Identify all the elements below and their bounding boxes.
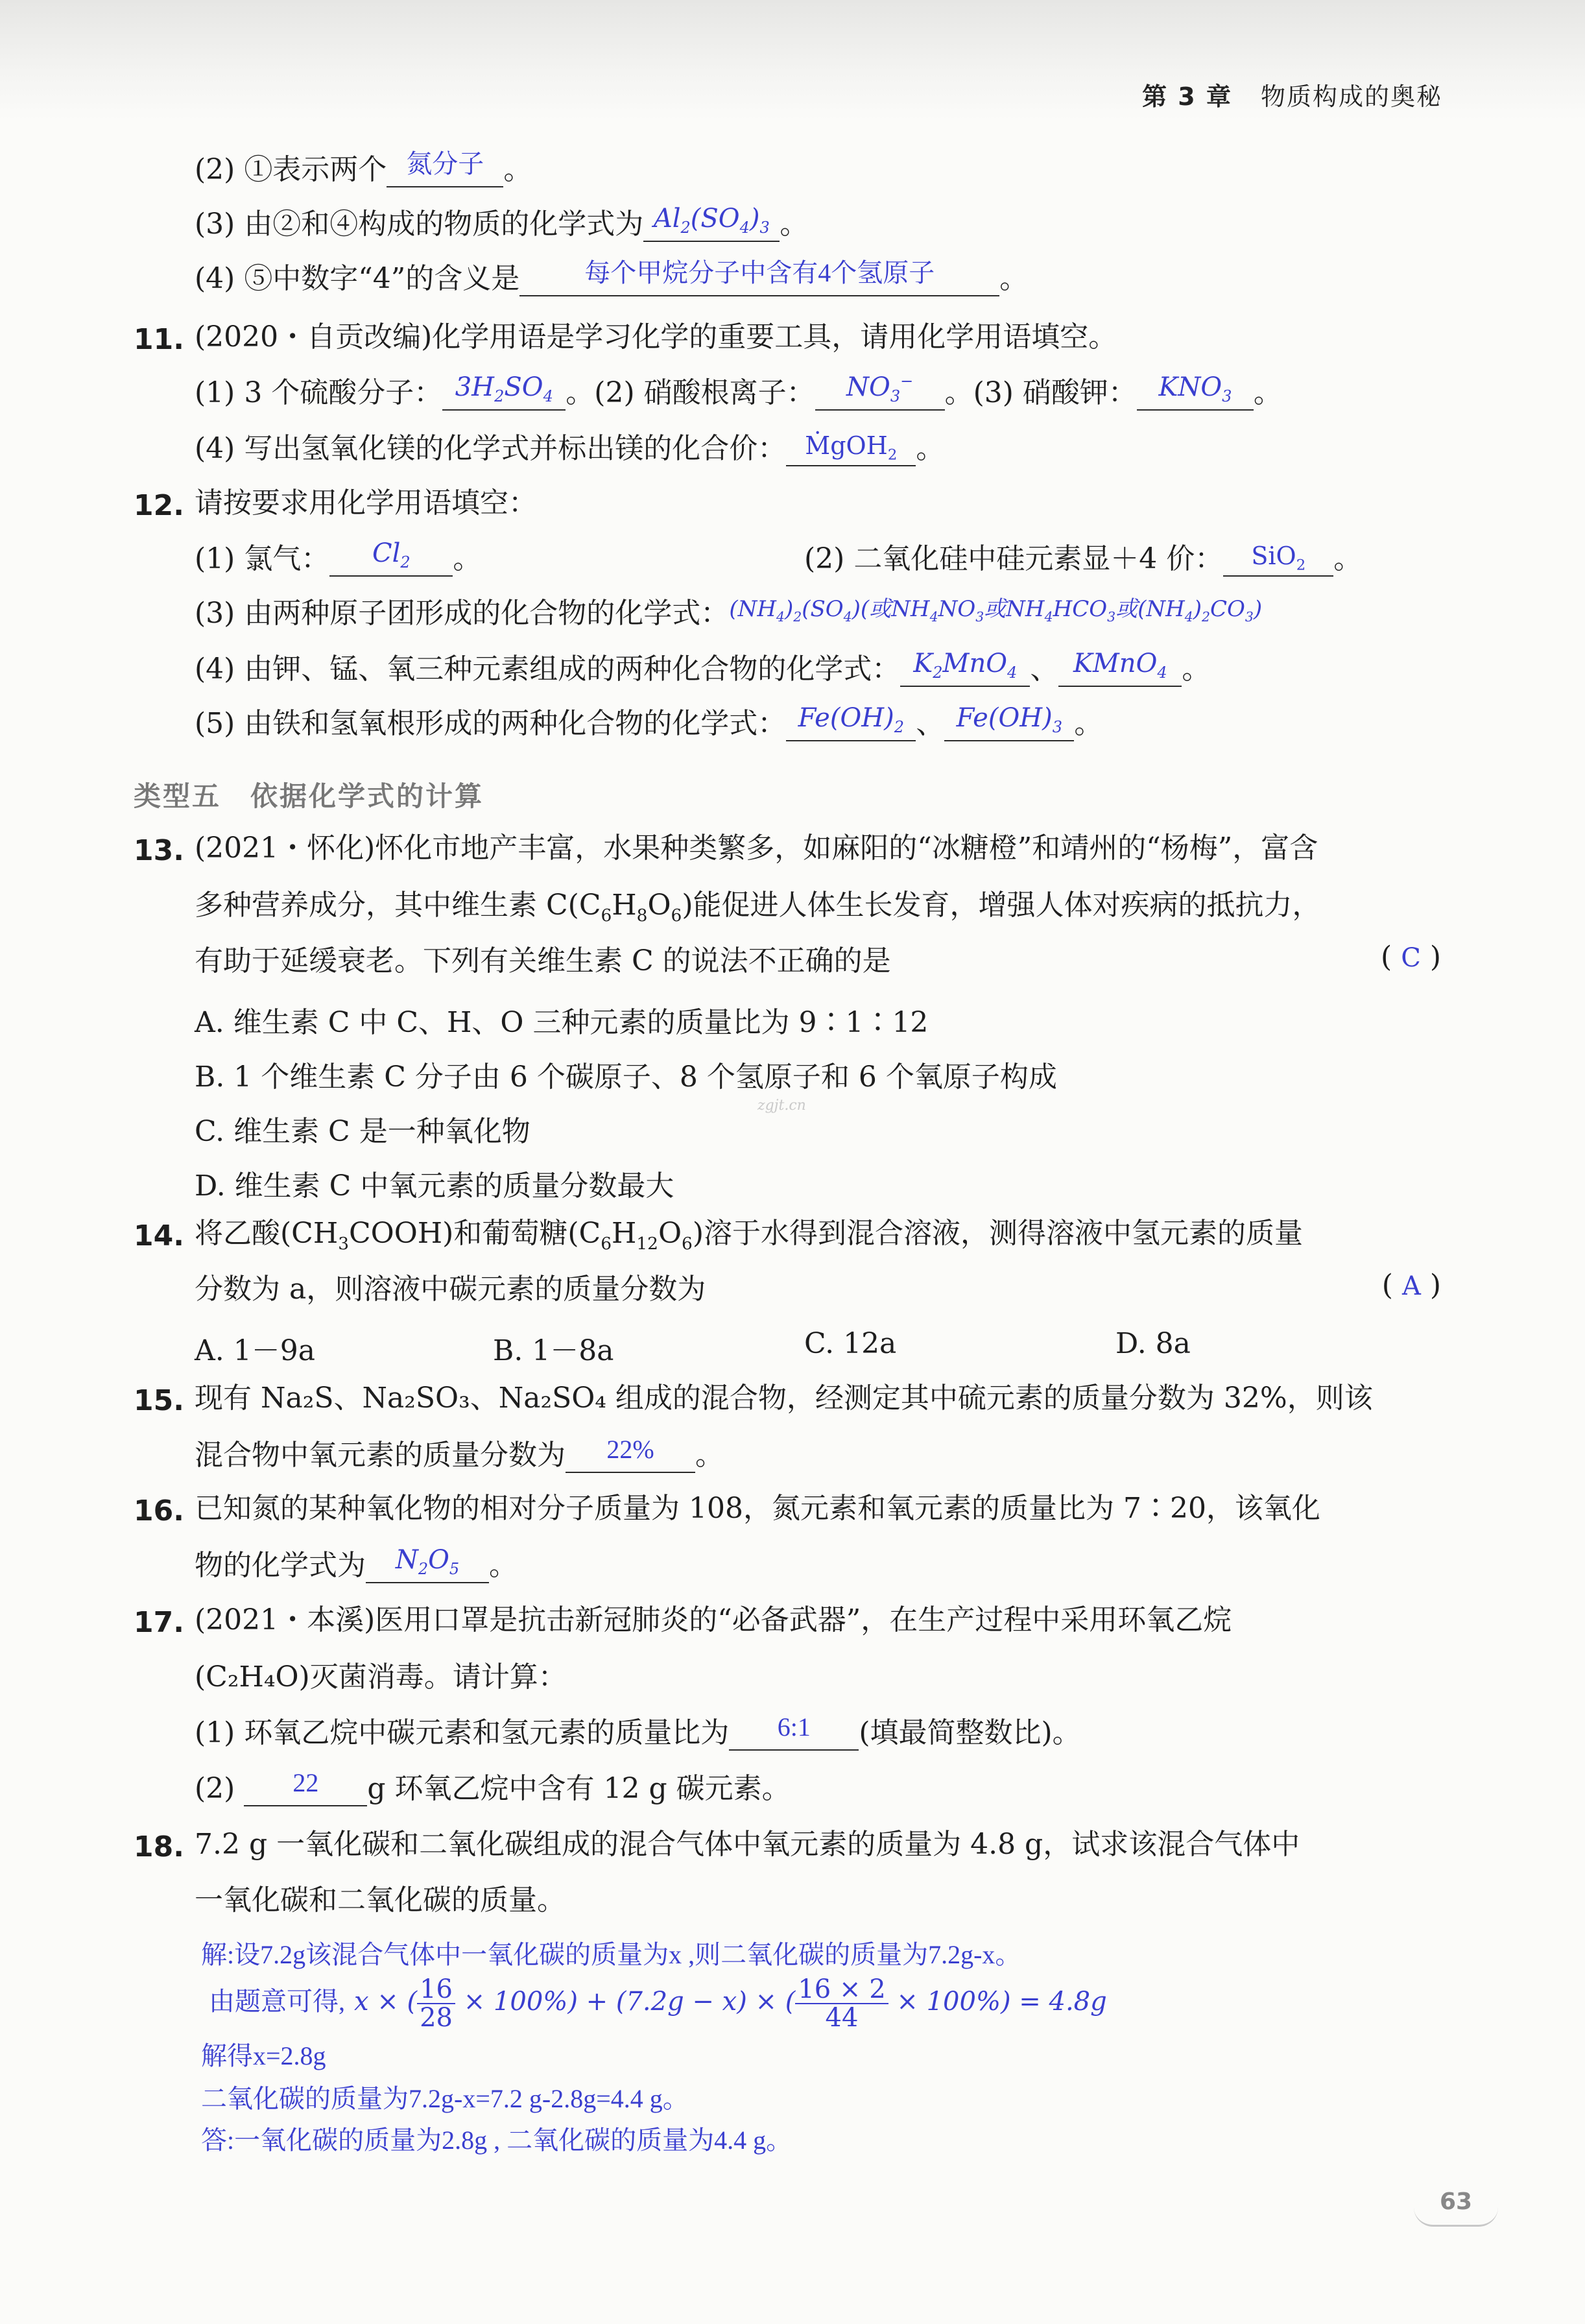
q13-option-a: A. 维生素 C 中 C、H、O 三种元素的质量比为 9∶1∶12 (195, 1006, 929, 1039)
q17-line1: (2021・本溪)医用口罩是抗击新冠肺炎的“必备武器”，在生产过程中采用环氧乙烷 (195, 1603, 1232, 1636)
q12-part4: (4) 由钾、锰、氧三种元素组成的两种化合物的化学式： $K_2MnO_4$ 、 KMnO$_4$ 。 (195, 649, 1211, 686)
q18-solution-4: 二氧化碳的质量为7.2g-x=7.2 g-2.8g=4.4 g。 (201, 2084, 689, 2113)
q13-line3: 有助于延缓衰老。下列有关维生素 C 的说法不正确的是 (195, 944, 891, 977)
q11-number: 11. (134, 323, 184, 356)
q13-line1: (2021・怀化)怀化市地产丰富，水果种类繁多，如麻阳的“冰糖橙”和靖州的“杨梅”，富含 (195, 832, 1318, 865)
q17-line2: (C₂H₄O)灭菌消毒。请计算： (195, 1660, 567, 1694)
q18-line1: 7.2 g 一氧化碳和二氧化碳组成的混合气体中氧元素的质量为 4.8 g，试求该混合气体中 (195, 1828, 1300, 1861)
q12-part5: (5) 由铁和氢氧根形成的两种化合物的化学式： $Fe(OH)_2$ 、 $Fe(OH)_3$ 。 (195, 703, 1103, 740)
q14-option-d: D. 8a (1115, 1327, 1191, 1360)
q18-solution-2: 由题意可得, x × ( $\frac{16}{28}$ × 100%) + (7.2g − x) × ( $\frac{16 \times 2}{44}$ × 100%) = 4.8g (209, 1974, 1107, 2033)
q14-line1: 将乙酸$(CH_3COOH)$和葡萄糖$(C_6H_{12}O_6)$溶于水得到混合溶液，测得溶液中氢元素的质量 (195, 1217, 1303, 1254)
q13-line2: 多种营养成分，其中维生素 $C(C_6H_8O_6)$能促进人体生长发育，增强人体对疾病的抵抗力， (195, 889, 1321, 926)
section-heading: 类型五 依据化学式的计算 (134, 780, 484, 812)
page-number: 63 (1414, 2179, 1498, 2227)
q10-blank4: 每个甲烷分子中含有4个氢原子 (519, 262, 999, 296)
q14-option-b: B. 1－8a (493, 1334, 614, 1367)
chapter-title: 物质构成的奥秘 (1260, 82, 1442, 111)
q18-solution-1: 解:设7.2g该混合气体中一氧化碳的质量为x ,则二氧化碳的质量为7.2g-x。 (201, 1940, 1021, 1969)
q14-answer: ( A ) (1381, 1269, 1441, 1302)
q15-line1: 现有 Na₂S、Na₂SO₃、Na₂SO₄ 组成的混合物，经测定其中硫元素的质量分数为 32%，则该 (195, 1382, 1373, 1415)
q13-option-c: C. 维生素 C 是一种氧化物 (195, 1115, 530, 1148)
q10-part3: (3) 由②和④构成的物质的化学式为 $Al_2(SO_4)_3$ 。 (195, 204, 809, 241)
q16-number: 16. (134, 1494, 184, 1527)
q17-number: 17. (134, 1606, 184, 1639)
chapter-label: 第 3 章 (1142, 82, 1232, 111)
q17-part1: (1) 环氧乙烷中碳元素和氢元素的质量比为 6:1 (填最简整数比)。 (195, 1712, 1081, 1749)
q12-part1: (1) 氯气： $Cl_2$ 。 (195, 538, 482, 575)
q18-solution-5: 答:一氧化碳的质量为2.8g , 二氧化碳的质量为4.4 g。 (201, 2126, 792, 2155)
q14-number: 14. (134, 1219, 184, 1252)
q12-stem: 请按要求用化学用语填空： (195, 486, 537, 520)
q12-number: 12. (134, 489, 184, 522)
q11-stem: (2020・自贡改编)化学用语是学习化学的重要工具，请用化学用语填空。 (195, 320, 1117, 353)
q14-option-a: A. 1－9a (195, 1334, 315, 1367)
q18-solution-3: 解得x=2.8g (201, 2041, 326, 2070)
q14-option-c: C. 12a (804, 1327, 897, 1360)
q11-part4: (4) 写出氢氧化镁的化学式并标出镁的化合价： ṀgOH$_2$ 。 (195, 431, 945, 465)
q13-option-b: B. 1 个维生素 C 分子由 6 个碳原子、8 个氢原子和 6 个氧原子构成 (195, 1060, 1057, 1094)
q16-line2: 物的化学式为 $N_2O_5$ 。 (195, 1545, 518, 1582)
q18-number: 18. (134, 1830, 184, 1863)
q18-line2: 一氧化碳和二氧化碳的质量。 (195, 1884, 566, 1917)
q14-line2: 分数为 a，则溶液中碳元素的质量分数为 (195, 1273, 706, 1306)
q12-part3: (3) 由两种原子团形成的化合物的化学式：$^{(NH_4)_2(SO_4)(或NH_4NO_3或NH_4HCO_3或(NH_4)_2CO_3)}$ (195, 596, 1263, 630)
q17-part2: (2) 22 g 环氧乙烷中含有 12 g 碳元素。 (195, 1768, 791, 1805)
q13-option-d: D. 维生素 C 中氧元素的质量分数最大 (195, 1169, 674, 1203)
watermark: zgjt.cn (757, 1097, 806, 1114)
q13-answer: ( C ) (1381, 940, 1441, 974)
q16-line1: 已知氮的某种氧化物的相对分子质量为 108，氮元素和氧元素的质量比为 7∶20，该氧化 (195, 1492, 1320, 1525)
q10-blank2: 氮分子 (387, 153, 503, 187)
q15-line2: 混合物中氧元素的质量分数为 22% 。 (195, 1435, 724, 1472)
running-header (1142, 77, 1442, 112)
q10-part2: (2) ①表示两个 氮分子 。 (195, 149, 532, 186)
q15-number: 15. (134, 1384, 184, 1417)
q12-part2: (2) 二氧化硅中硅元素显＋4 价： SiO$_2$ 。 (804, 542, 1363, 575)
q10-part4: (4) ⑤中数字“4”的含义是 每个甲烷分子中含有4个氢原子 。 (195, 258, 1029, 295)
q13-number: 13. (134, 834, 184, 867)
q11-parts: (1) 3 个硫酸分子： $3H_2SO_4$ 。(2) 硝酸根离子： $NO_3^-$ 。(3) 硝酸钾： $KNO_3$ 。 (195, 372, 1282, 409)
q10-blank3: $Al_2(SO_4)_3$ (643, 208, 780, 242)
